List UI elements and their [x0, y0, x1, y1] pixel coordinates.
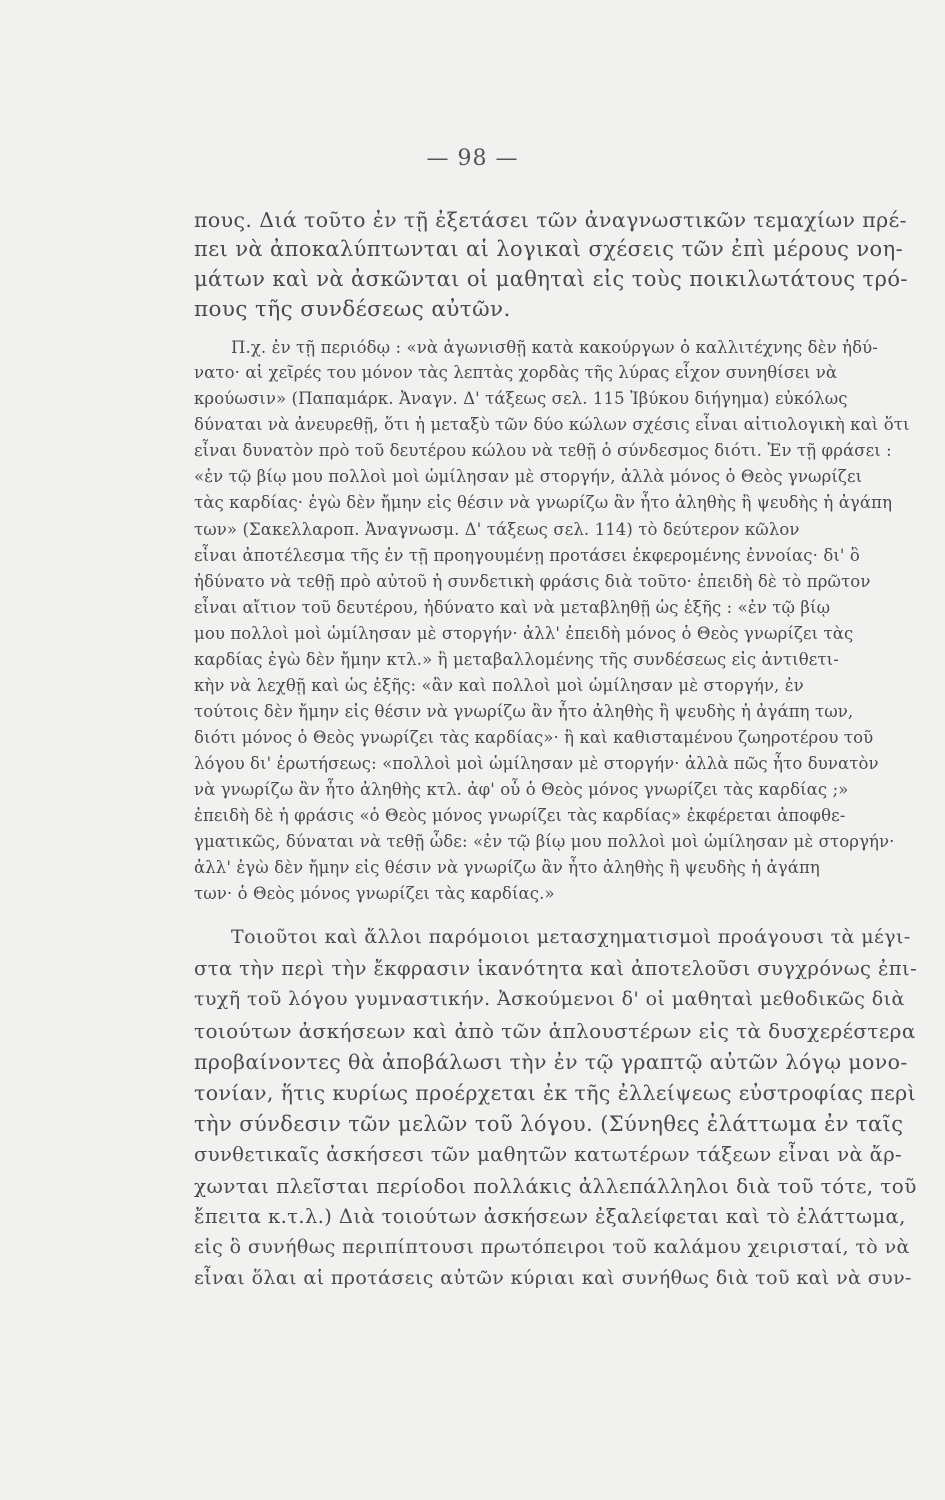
text-line: εἶναι ὅλαι αἱ προτάσεις αὐτῶν κύριαι καὶ συνήθως διὰ τοῦ καὶ νὰ συν-: [194, 1267, 912, 1289]
text-line: τὰς καρδίας· ἐγὼ δὲν ἤμην εἰς θέσιν νὰ γνωρίζω ἂν ἦτο ἀληθὴς ἢ ψευδὴς ἡ ἀγάπη: [194, 493, 893, 512]
text-line: δύναται νὰ ἀνευρεθῇ, ὅτι ἡ μεταξὺ τῶν δύο κώλων σχέσις εἶναι αἰτιολογικὴ καὶ ὅτι: [194, 415, 910, 434]
text-line: συνθετικαῖς ἀσκήσεσι τῶν μαθητῶν κατωτέρων τάξεων εἶναι νὰ ἄρ-: [194, 1143, 903, 1166]
text-line: κρούωσιν» (Παπαμάρκ. Ἀναγν. Δ' τάξεως σελ. 115 Ἰβύκου διήγημα) εὐκόλως: [194, 389, 848, 408]
text-line: καρδίας ἐγὼ δὲν ἤμην κτλ.» ἢ μεταβαλλομένης τῆς συνδέσεως εἰς ἀντιθετι-: [194, 650, 839, 669]
text-line: εἶναι αἴτιον τοῦ δευτέρου, ἠδύνατο καὶ νὰ μεταβληθῇ ὡς ἑξῆς : «ἐν τῷ βίῳ: [194, 598, 831, 617]
text-line: τούτοις δὲν ἤμην εἰς θέσιν νὰ γνωρίζω ἂν ἦτο ἀληθὴς ἢ ψευδὴς ἡ ἀγάπη των,: [194, 702, 854, 721]
text-line: μου πολλοὶ μοὶ ὡμίλησαν μὲ στοργήν· ἀλλ' ἐπειδὴ μόνος ὁ Θεὸς γνωρίζει τὰς: [194, 624, 854, 643]
text-line: διότι μόνος ὁ Θεὸς γνωρίζει τὰς καρδίας»· ἢ καὶ καθισταμένου ζωηροτέρου τοῦ: [194, 728, 874, 747]
text-line: τονίαν, ἥτις κυρίως προέρχεται ἐκ τῆς ἐλλείψεως εὐστροφίας περὶ: [194, 1081, 917, 1105]
text-line: τὴν σύνδεσιν τῶν μελῶν τοῦ λόγου. (Σύνηθες ἐλάττωμα ἐν ταῖς: [194, 1112, 904, 1136]
text-line: εἶναι δυνατὸν πρὸ τοῦ δευτέρου κώλου νὰ τεθῇ ὁ σύνδεσμος διότι. Ἐν τῇ φράσει :: [194, 441, 892, 460]
text-line: πους. Διά τοῦτο ἐν τῇ ἐξετάσει τῶν ἀναγνωστικῶν τεμαχίων πρέ-: [194, 208, 907, 232]
text-line: λόγου δι' ἐρωτήσεως: «πολλοὶ μοὶ ὡμίλησαν μὲ στοργήν· ἀλλὰ πῶς ἦτο δυνατὸν: [194, 754, 879, 773]
text-line: πους τῆς συνδέσεως αὐτῶν.: [194, 297, 511, 322]
text-line: ἐπειδὴ δὲ ἡ φράσις «ὁ Θεὸς μόνος γνωρίζει τὰς καρδίας» ἐκφέρεται ἀποφθε-: [194, 806, 846, 825]
text-line: πει νὰ ἀποκαλύπτωνται αἱ λογικαὶ σχέσεις τῶν ἐπὶ μέρους νοη-: [194, 237, 904, 261]
text-line: Τοιοῦτοι καὶ ἄλλοι παρόμοιοι μετασχηματισμοὶ προάγουσι τὰ μέγι-: [231, 926, 911, 948]
text-line: των· ὁ Θεὸς μόνος γνωρίζει τὰς καρδίας.»: [194, 884, 555, 903]
text-line: εἶναι ἀποτέλεσμα τῆς ἐν τῇ προηγουμένῃ προτάσει ἐκφερομένης ἐννοίας· δι' ὃ: [194, 546, 860, 565]
text-line: κὴν νὰ λεχθῇ καὶ ὡς ἑξῆς: «ἂν καὶ πολλοὶ μοὶ ὡμίλησαν μὲ στοργήν, ἐν: [194, 676, 804, 695]
page-number: — 98 —: [426, 146, 519, 171]
text-line: προβαίνοντες θὰ ἀποβάλωσι τὴν ἐν τῷ γραπτῷ αὐτῶν λόγῳ μονο-: [194, 1050, 908, 1074]
text-line: τυχῆ τοῦ λόγου γυμναστικήν. Ἀσκούμενοι δ' οἱ μαθηταὶ μεθοδικῶς διὰ: [194, 988, 905, 1010]
text-line: νατο· αἱ χεῖρές του μόνον τὰς λεπτὰς χορδὰς τῆς λύρας εἶχον συνηθίσει νὰ: [194, 363, 838, 382]
text-line: Π.χ. ἐν τῇ περιόδῳ : «νὰ ἀγωνισθῇ κατὰ κακούργων ὁ καλλιτέχνης δὲν ἠδύ-: [231, 338, 878, 357]
text-line: στα τὴν περὶ τὴν ἔκφρασιν ἱκανότητα καὶ ἀποτελοῦσι συγχρόνως ἐπι-: [194, 957, 918, 980]
text-line: νὰ γνωρίζω ἂν ἦτο ἀληθὴς κτλ. ἀφ' οὗ ὁ Θεὸς μόνος γνωρίζει τὰς καρδίας ;»: [194, 780, 849, 799]
text-line: εἰς ὃ συνήθως περιπίπτουσι πρωτόπειροι τοῦ καλάμου χειρισταί, τὸ νὰ: [194, 1236, 910, 1258]
text-line: ἀλλ' ἐγὼ δὲν ἤμην εἰς θέσιν νὰ γνωρίζω ἂν ἦτο ἀληθὴς ἢ ψευδὴς ἡ ἀγάπη: [194, 858, 820, 877]
text-line: «ἐν τῷ βίῳ μου πολλοὶ μοὶ ὡμίλησαν μὲ στοργήν, ἀλλὰ μόνος ὁ Θεὸς γνωρίζει: [194, 467, 863, 486]
text-line: τοιούτων ἀσκήσεων καὶ ἀπὸ τῶν ἁπλουστέρων εἰς τὰ δυσχερέστερα: [194, 1019, 916, 1043]
text-line: χωνται πλεῖσται περίοδοι πολλάκις ἀλλεπάλληλοι διὰ τοῦ τότε, τοῦ: [194, 1174, 917, 1198]
text-line: των» (Σακελλαροπ. Ἀναγνωσμ. Δ' τάξεως σελ. 114) τὸ δεύτερον κῶλον: [194, 520, 800, 539]
text-line: ἔπειτα κ.τ.λ.) Διὰ τοιούτων ἀσκήσεων ἐξαλείφεται καὶ τὸ ἐλάττωμα,: [194, 1205, 906, 1228]
text-line: γματικῶς, δύναται νὰ τεθῇ ὧδε: «ἐν τῷ βίῳ μου πολλοὶ μοὶ ὡμίλησαν μὲ στοργήν·: [194, 832, 895, 851]
text-line: ἠδύνατο νὰ τεθῇ πρὸ αὐτοῦ ἡ συνδετικὴ φράσις διὰ τοῦτο· ἐπειδὴ δὲ τὸ πρῶτον: [194, 572, 871, 591]
text-line: μάτων καὶ νὰ ἀσκῶνται οἱ μαθηταὶ εἰς τοὺς ποικιλωτάτους τρό-: [194, 267, 908, 291]
